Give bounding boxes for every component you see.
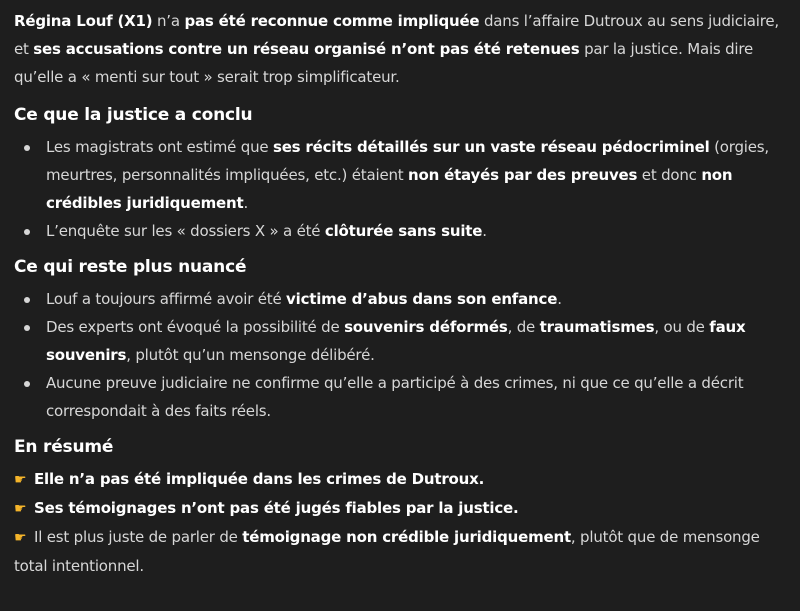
text: . [243, 194, 249, 212]
bold-text: témoignage non crédible juridiquement [242, 528, 571, 546]
list-item [46, 369, 784, 425]
text: . [557, 290, 562, 308]
summary-block [14, 465, 784, 580]
bold-text: souvenirs déformés [344, 318, 508, 336]
section-heading-summary: En résumé [14, 437, 114, 457]
section-heading-justice: Ce que la justice a conclu [14, 105, 253, 125]
pointing-hand-icon: ☛ [14, 501, 27, 517]
bold-text: ses récits détaillés sur un vaste réseau pédocriminel [272, 138, 710, 156]
pointing-hand-icon: ☛ [14, 530, 27, 546]
bold-text: non crédibles juridiquement [46, 166, 733, 212]
text: (orgies, meurtres, personnalités impliquées, etc.) étaient [46, 138, 769, 184]
text: , plutôt que de mensonge total intentionnel. [14, 528, 760, 575]
text: Aucune preuve judiciaire ne confirme qu’elle a participé à des crimes, ni que ce qu’elle a décrit correspondait à des faits réels. [46, 374, 744, 420]
subject-name: Régina Louf (X1) [14, 12, 153, 30]
bold-text: clôturée sans suite [324, 222, 483, 240]
list-item [46, 285, 784, 313]
text: Il est plus juste de parler de [34, 528, 243, 546]
section-heading-nuance: Ce qui reste plus nuancé [14, 257, 247, 277]
summary-line [14, 494, 784, 523]
text: Des experts ont évoqué la possibilité de [46, 318, 345, 336]
pointing-hand-icon: ☛ [14, 472, 27, 488]
list-nuance [14, 285, 784, 425]
text: , plutôt qu’un mensonge délibéré. [126, 346, 375, 364]
intro-paragraph [14, 7, 784, 91]
list-justice [14, 133, 784, 245]
bold-text: victime d’abus dans son enfance [286, 290, 558, 308]
intro-bold: ses accusations contre un réseau organisé n’ont pas été retenues [33, 40, 580, 58]
intro-text: par la justice. Mais dire qu’elle a « menti sur tout » serait trop simplificateur. [14, 40, 754, 86]
text: , ou de [654, 318, 710, 336]
text: et donc [637, 166, 702, 184]
bold-text: faux souvenirs [46, 318, 746, 364]
intro-bold: pas été reconnue comme impliquée [184, 12, 480, 30]
bold-text: Elle n’a pas été impliquée dans les crimes de Dutroux. [34, 470, 485, 488]
text: . [482, 222, 487, 240]
list-item [46, 313, 784, 369]
text: , de [507, 318, 540, 336]
list-item [46, 217, 784, 245]
text: Louf a toujours affirmé avoir été [46, 290, 287, 308]
intro-text: n’a [152, 12, 185, 30]
text: Les magistrats ont estimé que [46, 138, 273, 156]
intro-text: dans l’affaire Dutroux au sens judiciaire, et [14, 12, 779, 58]
summary-line [14, 465, 784, 494]
text: L’enquête sur les « dossiers X » a été [46, 222, 325, 240]
list-item [46, 133, 784, 217]
bold-text: non étayés par des preuves [408, 166, 638, 184]
summary-line [14, 523, 784, 580]
bold-text: traumatismes [539, 318, 655, 336]
bold-text: Ses témoignages n’ont pas été jugés fiables par la justice. [34, 499, 519, 517]
